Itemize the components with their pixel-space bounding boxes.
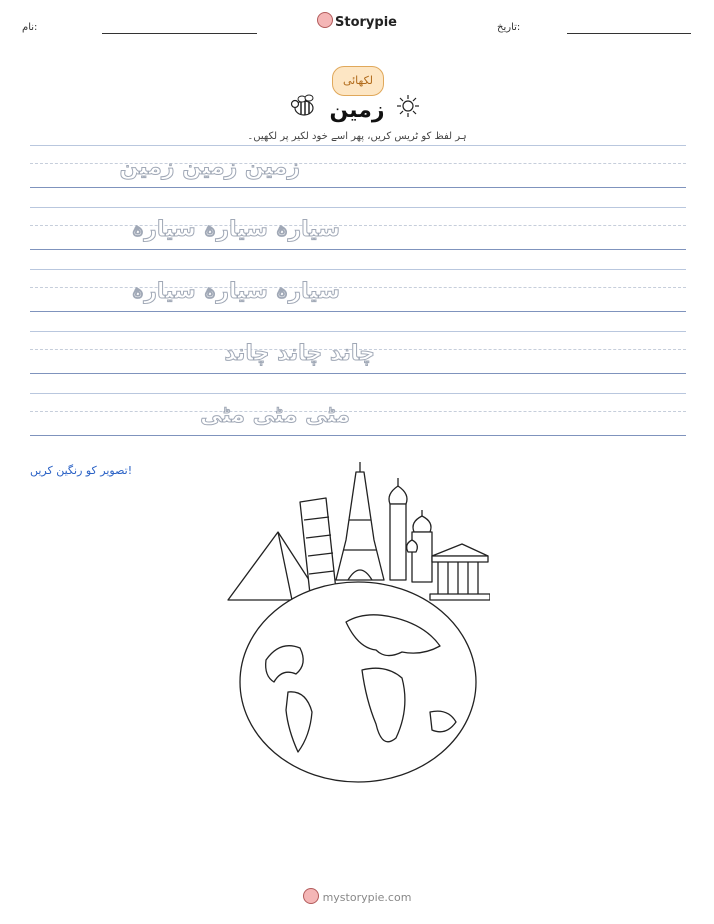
- trace-row[interactable]: [30, 331, 686, 383]
- name-line[interactable]: [102, 33, 257, 34]
- sun-icon: [396, 94, 420, 118]
- top-line: [30, 269, 686, 270]
- brand: [0, 12, 714, 30]
- base-line: [30, 373, 686, 374]
- title-word: زمین: [329, 98, 385, 123]
- trace-word: سیارہ سیارہ سیارہ: [131, 279, 340, 304]
- name-label: نام:: [22, 22, 38, 33]
- coloring-label: تصویر کو رنگین کریں!: [30, 464, 133, 477]
- date-line[interactable]: [567, 33, 691, 34]
- greek-temple-icon: [430, 544, 490, 600]
- globe-landmarks-illustration[interactable]: [226, 460, 490, 784]
- date-label: تاریخ:: [497, 22, 521, 33]
- storypie-logo-icon: [317, 12, 333, 28]
- trace-word: زمین زمین زمین: [119, 155, 300, 180]
- eiffel-tower-icon: [336, 462, 384, 580]
- top-line: [30, 145, 686, 146]
- brand-name: Storypie: [335, 15, 397, 30]
- writing-badge: لکھائی: [332, 66, 384, 96]
- storypie-logo-icon: [303, 888, 319, 904]
- trace-word: سیارہ سیارہ سیارہ: [131, 217, 340, 242]
- footer-url[interactable]: mystorypie.com: [322, 891, 412, 904]
- trace-row[interactable]: [30, 269, 686, 321]
- trace-word: مٹی مٹی مٹی: [200, 403, 350, 428]
- trace-row[interactable]: [30, 207, 686, 259]
- top-line: [30, 393, 686, 394]
- base-line: [30, 187, 686, 188]
- onion-dome-church-icon: [389, 478, 432, 582]
- trace-row[interactable]: [30, 393, 686, 445]
- instruction: ہر لفظ کو ٹریس کریں، پھر اسے خود لکیر پر لکھیں۔: [247, 131, 467, 142]
- top-line: [30, 331, 686, 332]
- trace-row[interactable]: [30, 145, 686, 197]
- base-line: [30, 435, 686, 436]
- base-line: [30, 249, 686, 250]
- footer: [0, 888, 714, 904]
- base-line: [30, 311, 686, 312]
- globe-icon: [240, 582, 476, 782]
- trace-word: چاند چاند چاند: [224, 341, 375, 366]
- top-line: [30, 207, 686, 208]
